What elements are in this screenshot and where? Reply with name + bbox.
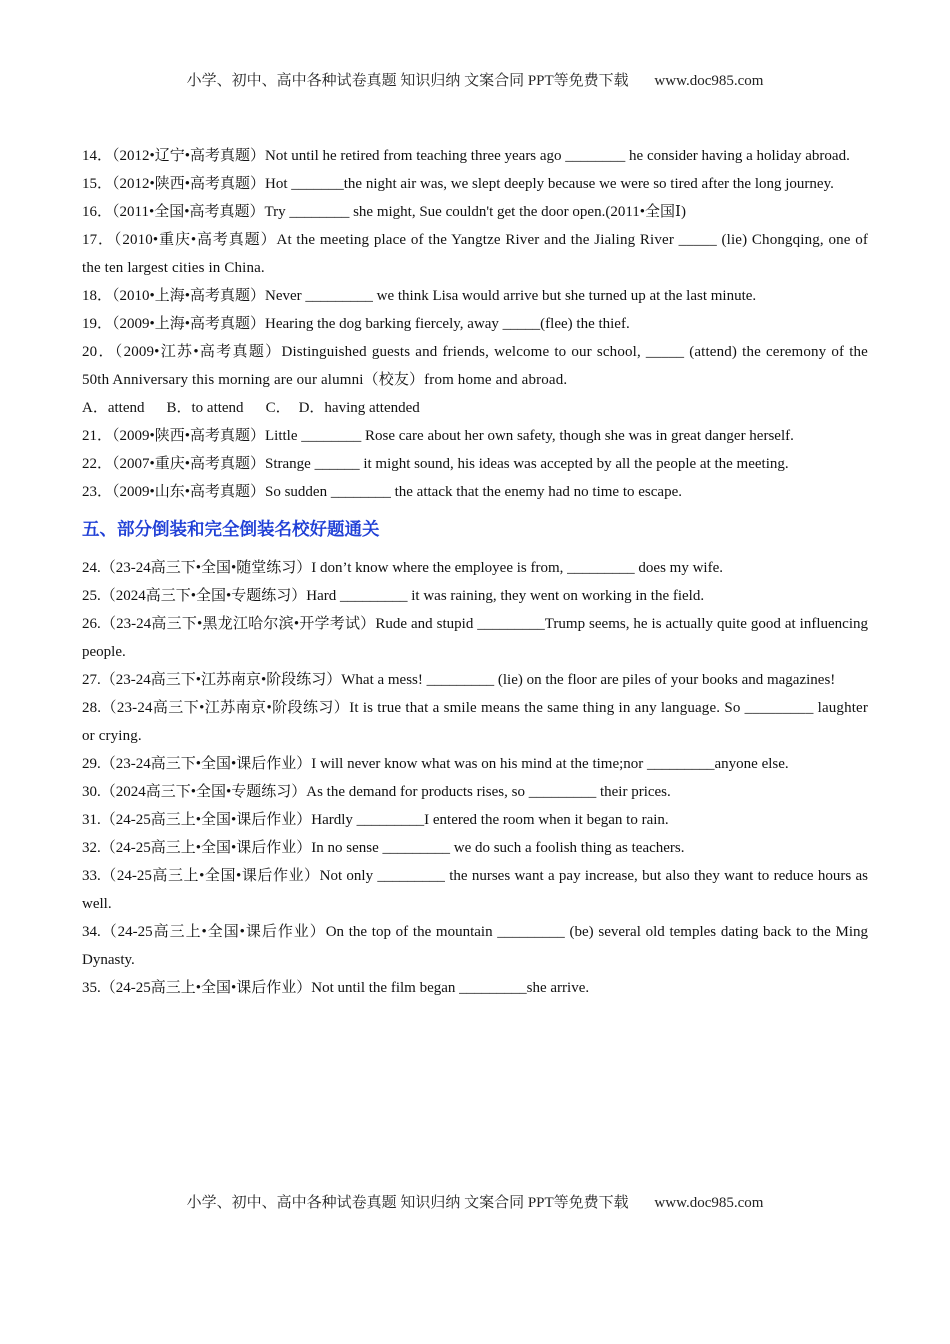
question-17: 17．（2010•重庆•高考真题）At the meeting place of the Yangtze River and the Jialing River _____ (lie) Chongqing, one of the ten largest cities in China. [82,232,868,276]
question-30: 30.（2024高三下•全国•专题练习）As the demand for products rises, so _________ their prices. [82,784,671,800]
option-a: A．attend [82,400,145,416]
question-27: 27.（23-24高三下•江苏南京•阶段练习）What a mess! _________ (lie) on the floor are piles of your books and magazines! [82,672,836,688]
header-text: 小学、初中、高中各种试卷真题 知识归纳 文案合同 PPT等免费下载 [186,73,629,89]
question-15: 15．（2012•陕西•高考真题）Hot _______the night air was, we slept deeply because we were so tired after the long journey. [82,176,834,192]
question-22: 22．（2007•重庆•高考真题）Strange ______ it might sound, his ideas was accepted by all the people at the meeting. [82,456,789,472]
option-c: C． [265,400,291,416]
question-21: 21．（2009•陕西•高考真题）Little ________ Rose care about her own safety, though she was in great danger herself. [82,428,794,444]
option-d: D．having attended [298,400,420,416]
question-20-options [82,394,868,422]
page-header [0,69,950,90]
question-35: 35.（24-25高三上•全国•课后作业）Not until the film began _________she arrive. [82,980,590,996]
page-footer [0,1191,950,1212]
section-title: 五、部分倒装和完全倒装名校好题通关 [82,520,380,540]
question-26: 26.（23-24高三下•黑龙江哈尔滨•开学考试）Rude and stupid _________Trump seems, he is actually quite good at influencing people. [82,616,868,660]
footer-text: 小学、初中、高中各种试卷真题 知识归纳 文案合同 PPT等免费下载 [186,1195,629,1211]
header-url[interactable]: www.doc985.com [654,73,764,89]
question-33: 33.（24-25高三上•全国•课后作业）Not only _________ the nurses want a pay increase, but also they want to reduce hours as well. [82,868,868,912]
question-23: 23．（2009•山东•高考真题）So sudden ________ the attack that the enemy had no time to escape. [82,484,682,500]
question-list [82,142,868,1002]
question-32: 32.（24-25高三上•全国•课后作业）In no sense _________ we do such a foolish thing as teachers. [82,840,685,856]
question-28: 28.（23-24高三下•江苏南京•阶段练习）It is true that a smile means the same thing in any language. So _________ laughter or crying. [82,700,868,744]
option-b: B．to attend [166,400,244,416]
question-25: 25.（2024高三下•全国•专题练习）Hard _________ it was raining, they went on working in the field. [82,588,705,604]
question-16: 16．（2011•全国•高考真题）Try ________ she might, Sue couldn't get the door open.(2011•全国Ⅰ) [82,204,686,220]
question-24: 24.（23-24高三下•全国•随堂练习）I don’t know where the employee is from, _________ does my wife. [82,560,723,576]
question-34: 34.（24-25高三上•全国•课后作业）On the top of the mountain _________ (be) several old temples dating back to the Ming Dynasty. [82,924,868,968]
question-29: 29.（23-24高三下•全国•课后作业）I will never know what was on his mind at the time;nor _________anyone else. [82,756,789,772]
question-20: 20．（2009•江苏•高考真题）Distinguished guests and friends, welcome to our school, _____ (attend) the ceremony of the 50th Anniversary this morning are our alumni（校友）from home and abroad. [82,344,868,388]
question-18: 18．（2010•上海•高考真题）Never _________ we think Lisa would arrive but she turned up at the last minute. [82,288,757,304]
footer-url[interactable]: www.doc985.com [654,1195,764,1211]
question-31: 31.（24-25高三上•全国•课后作业）Hardly _________I entered the room when it began to rain. [82,812,669,828]
question-14: 14．（2012•辽宁•高考真题）Not until he retired from teaching three years ago ________ he consider having a holiday abroad. [82,148,850,164]
question-19: 19．（2009•上海•高考真题）Hearing the dog barking fiercely, away _____(flee) the thief. [82,316,630,332]
